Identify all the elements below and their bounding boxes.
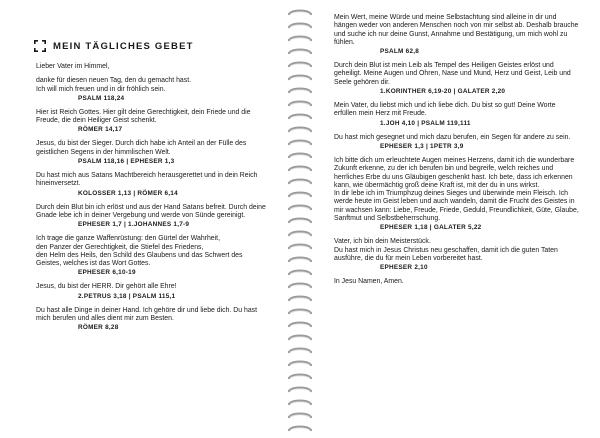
scripture-reference: EPHESER 2,10: [380, 264, 428, 272]
spiral-ring: [288, 407, 312, 415]
prayer-paragraph: In Jesu Namen, Amen.: [334, 278, 404, 286]
prayer-paragraph: Mein Vater, du liebst mich und ich liebe dich. Du bist so gut! Deine Worte erfüllen mein Herz mit Freude.: [334, 102, 556, 118]
spiral-ring: [288, 134, 312, 142]
prayer-paragraph: Jesus, du bist der HERR. Dir gehört alle Ehre!: [36, 283, 177, 291]
prayer-paragraph: Du hast mich gesegnet und mich dazu berufen, ein Segen für andere zu sein.: [334, 133, 571, 141]
spiral-ring: [288, 69, 312, 77]
spiral-ring: [288, 316, 312, 324]
spiral-ring: [288, 394, 312, 402]
spiral-ring: [288, 290, 312, 298]
spiral-ring: [288, 186, 312, 194]
right-prayer-blocks: [334, 14, 580, 293]
scripture-reference: RÖMER 14,17: [78, 126, 123, 134]
prayer-paragraph: Durch dein Blut ist mein Leib als Tempel des Heiligen Geistes erlöst und geheiligt. Meine Augen und Ohren, Nase und Mund, Herz und Geist, Leib und Seele gehören dir.: [334, 62, 571, 86]
scripture-reference: PSALM 62,8: [380, 48, 420, 56]
spiral-ring: [288, 147, 312, 155]
spiral-ring: [288, 381, 312, 389]
scripture-reference: KOLOSSER 1,13 | RÖMER 6,14: [78, 189, 178, 197]
spiral-ring: [288, 225, 312, 233]
right-column: [334, 14, 580, 293]
scripture-reference: 2.PETRUS 3,18 | PSALM 115,1: [78, 292, 176, 300]
left-prayer-blocks: [36, 63, 268, 332]
spiral-ring: [288, 212, 312, 220]
spiral-ring: [288, 30, 312, 38]
prayer-paragraph: Vater, ich bin dein Meisterstück. Du hast mich in Jesus Christus neu geschaffen, damit ich die guten Taten ausführe, die du für mein Leben vorbereitet hast.: [334, 238, 558, 262]
spiral-binding: [286, 0, 314, 426]
scripture-reference: EPHESER 1,18 | GALATER 5,22: [380, 224, 482, 232]
spiral-ring: [288, 277, 312, 285]
prayer-paragraph: Durch dein Blut bin ich erlöst und aus der Hand Satans befreit. Durch deine Gnade lebe ich in deiner Vergebung und werde von Sünde gereinigt.: [36, 203, 266, 219]
scripture-reference: PSALM 118,16 | EPHESER 1,3: [78, 158, 175, 166]
scripture-reference: 1.JOH 4,10 | PSALM 119,111: [380, 119, 471, 127]
spiral-ring: [288, 251, 312, 259]
spiral-ring: [288, 82, 312, 90]
spiral-ring: [288, 368, 312, 376]
scripture-reference: RÖMER 8,28: [78, 324, 119, 332]
title-text: MEIN TÄGLICHES GEBET: [53, 40, 194, 52]
spiral-ring: [288, 17, 312, 25]
prayer-paragraph: danke für diesen neuen Tag, den du gemacht hast. Ich will mich freuen und in dir fröhlich sein.: [36, 77, 192, 93]
spiral-ring: [288, 264, 312, 272]
spiral-ring: [288, 303, 312, 311]
spiral-ring: [288, 108, 312, 116]
scripture-reference: EPHESER 1,7 | 1.JOHANNES 1,7-9: [78, 221, 190, 229]
prayer-paragraph: Mein Wert, meine Würde und meine Selbstachtung sind alleine in dir und hängen weder von anderen Menschen noch von mir selbst ab. Deshalb brauche und suche ich nur deine Gunst, Annahme und Bestätigung, um mich wohl zu fühlen.: [334, 14, 579, 46]
scripture-reference: 1.KORINTHER 6,19-20 | GALATER 2,20: [380, 88, 506, 96]
scripture-reference: EPHESER 1,3 | 1PETR 3,9: [380, 142, 464, 150]
spiral-ring: [288, 173, 312, 181]
prayer-paragraph: Du hast alle Dinge in deiner Hand. Ich gehöre dir und liebe dich. Du hast mich berufen und alles dient mir zum Besten.: [36, 306, 258, 323]
prayer-paragraph: Jesus, du bist der Sieger. Durch dich habe ich Anteil an der Fülle des geistlichen Segens in der himmlischen Welt.: [36, 140, 247, 156]
scripture-reference: EPHESER 6,10-19: [78, 269, 136, 277]
prayer-paragraph: Lieber Vater im Himmel,: [36, 63, 110, 70]
left-page: [0, 0, 286, 426]
scripture-reference: PSALM 118,24: [78, 94, 125, 102]
spiral-ring: [288, 420, 312, 428]
spiral-ring: [288, 342, 312, 350]
prayer-paragraph: Ich trage die ganze Waffenrüstung: den Gürtel der Wahrheit, den Panzer der Gerechtigkeit, die Stiefel des Friedens, den Helm des Heils, den Schild des Glaubens und das Schwert des Geistes, welches ist das Wort Gottes.: [36, 235, 243, 268]
prayer-paragraph: Hier ist Reich Gottes. Hier gilt deine Gerechtigkeit, dein Friede und die Freude, die dein Heiliger Geist schenkt.: [36, 108, 251, 125]
corner-brackets-icon: [34, 40, 46, 52]
spiral-ring: [288, 329, 312, 337]
page-title: [34, 40, 268, 52]
prayer-paragraph: Du hast mich aus Satans Machtbereich herausgerettet und in dein Reich hineinversetzt.: [36, 172, 258, 188]
right-page: [314, 0, 600, 426]
spiral-ring: [288, 238, 312, 246]
spiral-ring: [288, 43, 312, 51]
spiral-ring: [288, 199, 312, 207]
left-column: [36, 40, 268, 338]
spiral-ring: [288, 355, 312, 363]
spiral-ring: [288, 56, 312, 64]
spiral-ring: [288, 160, 312, 168]
prayer-paragraph: Ich bitte dich um erleuchtete Augen meines Herzens, damit ich die wunderbare Zukunft erkenne, zu der ich berufen bin und begreife, welch reiches und herrliches Erbe du uns Gläubigen geschenkt hast. Ich bete, dass ich erkennen kann, wie übermächtig groß deine Kraft ist, mit der du in uns wirkst. In dir lebe ich im Triumphzug deines Sieges und überwinde mein Fleisch. Ich werde heute im Geist leben und auch wandeln, damit die Frucht des Geistes in mir wachsen kann: Liebe, Freude, Friede, Geduld, Freundlichkeit, Güte, Glaube, Sanftmut und Selbstbeherrschung.: [334, 156, 579, 223]
spiral-ring: [288, 95, 312, 103]
spiral-ring: [288, 4, 312, 12]
spiral-ring: [288, 121, 312, 129]
